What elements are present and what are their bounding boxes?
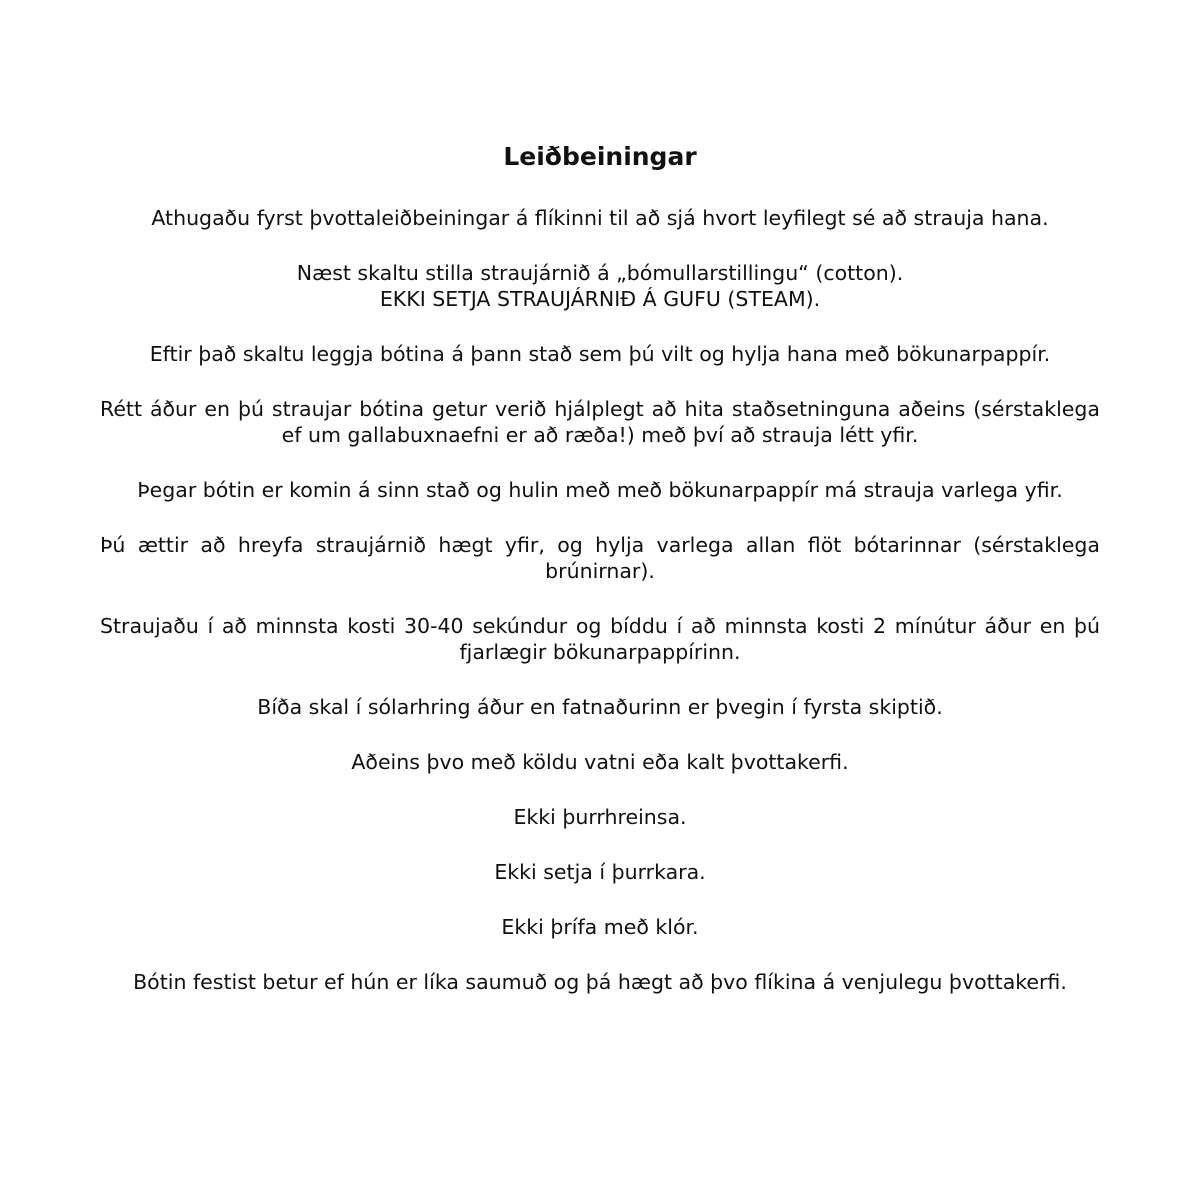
instruction-line: Bíða skal í sólarhring áður en fatnaðurinn er þvegin í fyrsta skiptið.: [257, 695, 943, 719]
instruction-line: Næst skaltu stilla straujárnið á „bómullarstillingu“ (cotton).: [296, 261, 904, 285]
instruction-preheat: Rétt áður en þú straujar bótina getur verið hjálplegt að hita staðsetninguna aðeins (sérstaklega ef um gallabuxnaefni er að ræða!) með því að strauja létt yfir.: [100, 397, 1100, 447]
instruction-no-tumble-dry: [100, 859, 1100, 885]
instruction-line: Aðeins þvo með köldu vatni eða kalt þvottakerfi.: [351, 750, 849, 774]
instruction-wait-before-wash: [100, 694, 1100, 720]
page-title: Leiðbeiningar: [503, 142, 697, 171]
instruction-cold-wash: [100, 749, 1100, 775]
instruction-line: Bótin festist betur ef hún er líka saumuð og þá hægt að þvo flíkina á venjulegu þvottakerfi.: [133, 970, 1067, 994]
instruction-warning-no-steam: EKKI SETJA STRAUJÁRNIÐ Á GUFU (STEAM).: [379, 287, 821, 311]
instruction-iron-gently: [100, 477, 1100, 503]
instruction-iron-setting: [100, 260, 1100, 312]
instruction-line: Eftir það skaltu leggja bótina á þann stað sem þú vilt og hylja hana með bökunarpappír.: [149, 342, 1051, 366]
instruction-no-bleach: [100, 914, 1100, 940]
instruction-line: Ekki þrífa með klór.: [501, 915, 699, 939]
instruction-line: Ekki setja í þurrkara.: [494, 860, 706, 884]
instruction-move-iron: Þú ættir að hreyfa straujárnið hægt yfir, og hylja varlega allan flöt bótarinnar (sérstaklega brúnirnar).: [100, 533, 1100, 583]
instruction-line: Ekki þurrhreinsa.: [513, 805, 687, 829]
instruction-line: Þegar bótin er komin á sinn stað og hulin með með bökunarpappír má strauja varlega yfir.: [137, 478, 1063, 502]
instructions-document: [100, 141, 1100, 1024]
instruction-check-label: [100, 205, 1100, 231]
instruction-line: Athugaðu fyrst þvottaleiðbeiningar á flíkinni til að sjá hvort leyfilegt sé að strauja hana.: [151, 206, 1049, 230]
instruction-no-dry-clean: [100, 804, 1100, 830]
instruction-sew-tip: [100, 969, 1100, 995]
instruction-iron-duration: Straujaðu í að minnsta kosti 30-40 sekúndur og bíddu í að minnsta kosti 2 mínútur áður en þú fjarlægir bökunarpappírinn.: [100, 614, 1100, 664]
instruction-place-patch: [100, 341, 1100, 367]
